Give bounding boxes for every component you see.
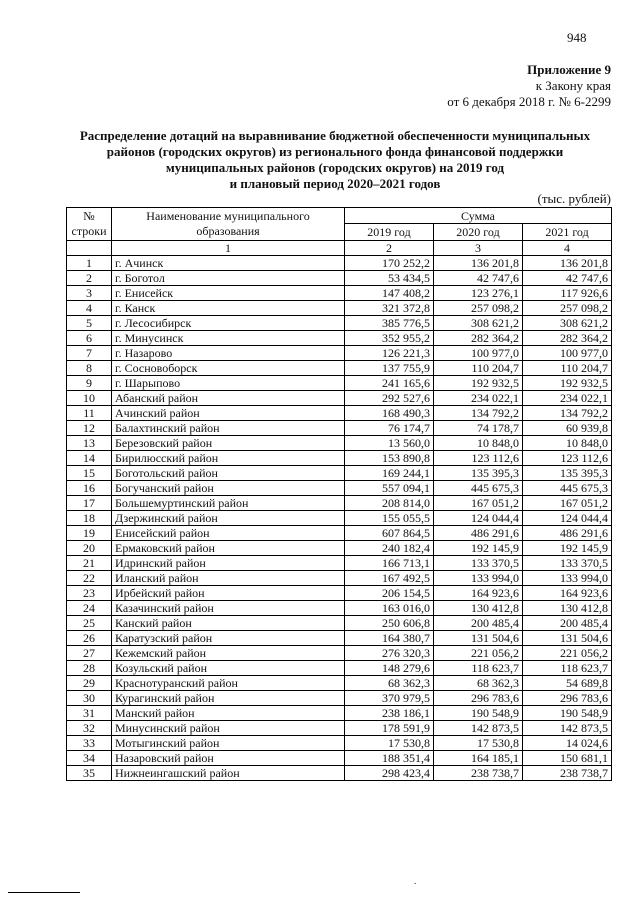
value-2019: 206 154,5 (345, 586, 434, 601)
value-2019: 385 776,5 (345, 316, 434, 331)
municipality-name: Казачинский район (112, 601, 345, 616)
value-2020: 42 747,6 (434, 271, 523, 286)
value-2020: 282 364,2 (434, 331, 523, 346)
title-line: муниципальных районов (городских округов) на 2019 год (165, 160, 505, 175)
value-2021: 118 623,7 (523, 661, 612, 676)
appendix-title: Приложение 9 (527, 62, 611, 77)
value-2020: 200 485,4 (434, 616, 523, 631)
value-2020: 133 994,0 (434, 571, 523, 586)
municipality-name: Мотыгинский район (112, 736, 345, 751)
municipality-name: Ачинский район (112, 406, 345, 421)
header-2020: 2020 год (434, 224, 523, 241)
municipality-name: Березовский район (112, 436, 345, 451)
value-2021: 54 689,8 (523, 676, 612, 691)
value-2020: 10 848,0 (434, 436, 523, 451)
appendix-date: от 6 декабря 2018 г. № 6-2299 (447, 94, 611, 109)
value-2021: 117 926,6 (523, 286, 612, 301)
row-number: 30 (67, 691, 112, 706)
value-2021: 234 022,1 (523, 391, 612, 406)
title-line: и плановый период 2020–2021 годов (229, 176, 441, 191)
value-2019: 238 186,1 (345, 706, 434, 721)
municipality-name: Богучанский район (112, 481, 345, 496)
row-number: 26 (67, 631, 112, 646)
row-number: 2 (67, 271, 112, 286)
municipality-name: Ирбейский район (112, 586, 345, 601)
value-2021: 257 098,2 (523, 301, 612, 316)
value-2019: 126 221,3 (345, 346, 434, 361)
row-number: 6 (67, 331, 112, 346)
table-row (67, 316, 612, 331)
row-number: 9 (67, 376, 112, 391)
municipality-name: Боготольский район (112, 466, 345, 481)
value-2021: 131 504,6 (523, 631, 612, 646)
row-number: 27 (67, 646, 112, 661)
value-2020: 238 738,7 (434, 766, 523, 781)
value-2021: 14 024,6 (523, 736, 612, 751)
row-number: 19 (67, 526, 112, 541)
municipality-name: г. Енисейск (112, 286, 345, 301)
value-2021: 164 923,6 (523, 586, 612, 601)
value-2020: 257 098,2 (434, 301, 523, 316)
table-body (67, 256, 612, 781)
value-2019: 68 362,3 (345, 676, 434, 691)
table-row (67, 571, 612, 586)
value-2019: 178 591,9 (345, 721, 434, 736)
value-2020: 486 291,6 (434, 526, 523, 541)
value-2019: 164 380,7 (345, 631, 434, 646)
municipality-name: Манский район (112, 706, 345, 721)
value-2020: 234 022,1 (434, 391, 523, 406)
row-number: 21 (67, 556, 112, 571)
header-sum: Сумма (345, 208, 612, 224)
value-2021: 167 051,2 (523, 496, 612, 511)
value-2020: 192 932,5 (434, 376, 523, 391)
municipality-name: г. Минусинск (112, 331, 345, 346)
value-2020: 100 977,0 (434, 346, 523, 361)
value-2020: 17 530,8 (434, 736, 523, 751)
value-2020: 296 783,6 (434, 691, 523, 706)
value-2021: 10 848,0 (523, 436, 612, 451)
value-2019: 163 016,0 (345, 601, 434, 616)
municipality-name: г. Назарово (112, 346, 345, 361)
table-row (67, 271, 612, 286)
value-2021: 238 738,7 (523, 766, 612, 781)
row-number: 31 (67, 706, 112, 721)
value-2019: 298 423,4 (345, 766, 434, 781)
header-row-number: № строки (67, 208, 112, 241)
value-2021: 190 548,9 (523, 706, 612, 721)
row-number: 25 (67, 616, 112, 631)
row-number: 23 (67, 586, 112, 601)
header-2021: 2021 год (523, 224, 612, 241)
value-2021: 42 747,6 (523, 271, 612, 286)
value-2021: 136 201,8 (523, 256, 612, 271)
value-2020: 110 204,7 (434, 361, 523, 376)
col-number: 4 (523, 241, 612, 256)
value-2020: 118 623,7 (434, 661, 523, 676)
municipality-name: г. Лесосибирск (112, 316, 345, 331)
table-row (67, 691, 612, 706)
value-2019: 148 279,6 (345, 661, 434, 676)
value-2021: 60 939,8 (523, 421, 612, 436)
municipality-name: Бирилюсский район (112, 451, 345, 466)
value-2019: 76 174,7 (345, 421, 434, 436)
value-2019: 153 890,8 (345, 451, 434, 466)
value-2020: 123 112,6 (434, 451, 523, 466)
col-number: 1 (112, 241, 345, 256)
value-2020: 133 370,5 (434, 556, 523, 571)
row-number: 20 (67, 541, 112, 556)
table-row (67, 631, 612, 646)
value-2019: 241 165,6 (345, 376, 434, 391)
table-row (67, 601, 612, 616)
table-row (67, 736, 612, 751)
row-number: 1 (67, 256, 112, 271)
document-title (60, 128, 610, 192)
value-2021: 134 792,2 (523, 406, 612, 421)
table-row (67, 331, 612, 346)
value-2021: 221 056,2 (523, 646, 612, 661)
municipality-name: Дзержинский район (112, 511, 345, 526)
value-2019: 607 864,5 (345, 526, 434, 541)
footer-rule (8, 892, 80, 893)
table-row (67, 526, 612, 541)
value-2020: 124 044,4 (434, 511, 523, 526)
value-2021: 486 291,6 (523, 526, 612, 541)
row-number: 33 (67, 736, 112, 751)
table-row (67, 556, 612, 571)
table-row (67, 421, 612, 436)
value-2019: 557 094,1 (345, 481, 434, 496)
value-2019: 155 055,5 (345, 511, 434, 526)
row-number: 18 (67, 511, 112, 526)
value-2019: 169 244,1 (345, 466, 434, 481)
row-number: 15 (67, 466, 112, 481)
value-2021: 110 204,7 (523, 361, 612, 376)
value-2021: 150 681,1 (523, 751, 612, 766)
title-line: Распределение дотаций на выравнивание бюджетной обеспеченности муниципальных (79, 128, 591, 143)
municipality-name: г. Канск (112, 301, 345, 316)
municipality-name: Назаровский район (112, 751, 345, 766)
row-number: 7 (67, 346, 112, 361)
table-row (67, 361, 612, 376)
value-2020: 131 504,6 (434, 631, 523, 646)
table-row (67, 301, 612, 316)
table-row (67, 676, 612, 691)
value-2021: 142 873,5 (523, 721, 612, 736)
value-2020: 164 923,6 (434, 586, 523, 601)
value-2020: 135 395,3 (434, 466, 523, 481)
table-row (67, 496, 612, 511)
table-row (67, 541, 612, 556)
value-2019: 168 490,3 (345, 406, 434, 421)
row-number: 8 (67, 361, 112, 376)
value-2021: 135 395,3 (523, 466, 612, 481)
value-2019: 13 560,0 (345, 436, 434, 451)
municipality-name: г. Ачинск (112, 256, 345, 271)
table-row (67, 646, 612, 661)
value-2021: 308 621,2 (523, 316, 612, 331)
municipality-name: Нижнеингашский район (112, 766, 345, 781)
row-number: 24 (67, 601, 112, 616)
value-2020: 308 621,2 (434, 316, 523, 331)
value-2019: 292 527,6 (345, 391, 434, 406)
value-2021: 100 977,0 (523, 346, 612, 361)
municipality-name: Балахтинский район (112, 421, 345, 436)
municipality-name: г. Боготол (112, 271, 345, 286)
table-row (67, 661, 612, 676)
value-2019: 321 372,8 (345, 301, 434, 316)
row-number: 10 (67, 391, 112, 406)
value-2019: 208 814,0 (345, 496, 434, 511)
table-row (67, 436, 612, 451)
table-row (67, 751, 612, 766)
table-row (67, 391, 612, 406)
row-number: 5 (67, 316, 112, 331)
value-2020: 74 178,7 (434, 421, 523, 436)
value-2019: 167 492,5 (345, 571, 434, 586)
value-2019: 53 434,5 (345, 271, 434, 286)
table-row (67, 616, 612, 631)
row-number: 35 (67, 766, 112, 781)
table-row (67, 721, 612, 736)
value-2021: 124 044,4 (523, 511, 612, 526)
value-2020: 68 362,3 (434, 676, 523, 691)
value-2019: 170 252,2 (345, 256, 434, 271)
table-row (67, 511, 612, 526)
municipality-name: Енисейский район (112, 526, 345, 541)
municipality-name: Абанский район (112, 391, 345, 406)
municipality-name: г. Сосновоборск (112, 361, 345, 376)
table-row (67, 256, 612, 271)
row-number: 16 (67, 481, 112, 496)
title-line: районов (городских округов) из регионального фонда финансовой поддержки (106, 144, 564, 159)
value-2021: 282 364,2 (523, 331, 612, 346)
municipality-name: Большемуртинский район (112, 496, 345, 511)
header-2019: 2019 год (345, 224, 434, 241)
subsidy-table (66, 207, 612, 781)
table-row (67, 466, 612, 481)
value-2019: 17 530,8 (345, 736, 434, 751)
row-number: 14 (67, 451, 112, 466)
value-2019: 166 713,1 (345, 556, 434, 571)
value-2019: 276 320,3 (345, 646, 434, 661)
row-number: 3 (67, 286, 112, 301)
scan-mark: . (414, 876, 417, 886)
value-2019: 188 351,4 (345, 751, 434, 766)
municipality-name: г. Шарыпово (112, 376, 345, 391)
table-row (67, 286, 612, 301)
header-name: Наименование муниципального образования (112, 208, 345, 241)
value-2021: 445 675,3 (523, 481, 612, 496)
municipality-name: Идринский район (112, 556, 345, 571)
value-2021: 133 994,0 (523, 571, 612, 586)
table-row (67, 706, 612, 721)
value-2019: 352 955,2 (345, 331, 434, 346)
municipality-name: Минусинский район (112, 721, 345, 736)
col-number: 3 (434, 241, 523, 256)
row-number: 12 (67, 421, 112, 436)
value-2020: 192 145,9 (434, 541, 523, 556)
row-number: 13 (67, 436, 112, 451)
table-row (67, 481, 612, 496)
value-2021: 192 932,5 (523, 376, 612, 391)
row-number: 28 (67, 661, 112, 676)
value-2019: 137 755,9 (345, 361, 434, 376)
appendix-block (447, 62, 611, 110)
municipality-name: Каратузский район (112, 631, 345, 646)
municipality-name: Канский район (112, 616, 345, 631)
table-row (67, 406, 612, 421)
page-number: 948 (567, 30, 587, 45)
municipality-name: Кежемский район (112, 646, 345, 661)
value-2020: 134 792,2 (434, 406, 523, 421)
table-row (67, 766, 612, 781)
value-2020: 123 276,1 (434, 286, 523, 301)
municipality-name: Курагинский район (112, 691, 345, 706)
municipality-name: Краснотуранский район (112, 676, 345, 691)
row-number: 17 (67, 496, 112, 511)
value-2020: 221 056,2 (434, 646, 523, 661)
value-2020: 136 201,8 (434, 256, 523, 271)
appendix-law: к Закону края (535, 78, 611, 93)
row-number: 4 (67, 301, 112, 316)
value-2021: 192 145,9 (523, 541, 612, 556)
table-row (67, 376, 612, 391)
value-2020: 142 873,5 (434, 721, 523, 736)
value-2020: 445 675,3 (434, 481, 523, 496)
units-label: (тыс. рублей) (537, 191, 611, 206)
value-2021: 130 412,8 (523, 601, 612, 616)
col-number: 2 (345, 241, 434, 256)
table-row (67, 451, 612, 466)
col-number-blank (67, 241, 112, 256)
value-2020: 167 051,2 (434, 496, 523, 511)
table-row (67, 346, 612, 361)
table-row (67, 586, 612, 601)
municipality-name: Козульский район (112, 661, 345, 676)
row-number: 32 (67, 721, 112, 736)
value-2019: 250 606,8 (345, 616, 434, 631)
municipality-name: Ермаковский район (112, 541, 345, 556)
municipality-name: Иланский район (112, 571, 345, 586)
row-number: 22 (67, 571, 112, 586)
value-2021: 133 370,5 (523, 556, 612, 571)
row-number: 29 (67, 676, 112, 691)
value-2021: 200 485,4 (523, 616, 612, 631)
value-2020: 130 412,8 (434, 601, 523, 616)
row-number: 11 (67, 406, 112, 421)
row-number: 34 (67, 751, 112, 766)
value-2021: 296 783,6 (523, 691, 612, 706)
value-2019: 147 408,2 (345, 286, 434, 301)
value-2019: 240 182,4 (345, 541, 434, 556)
value-2021: 123 112,6 (523, 451, 612, 466)
value-2020: 190 548,9 (434, 706, 523, 721)
value-2020: 164 185,1 (434, 751, 523, 766)
value-2019: 370 979,5 (345, 691, 434, 706)
